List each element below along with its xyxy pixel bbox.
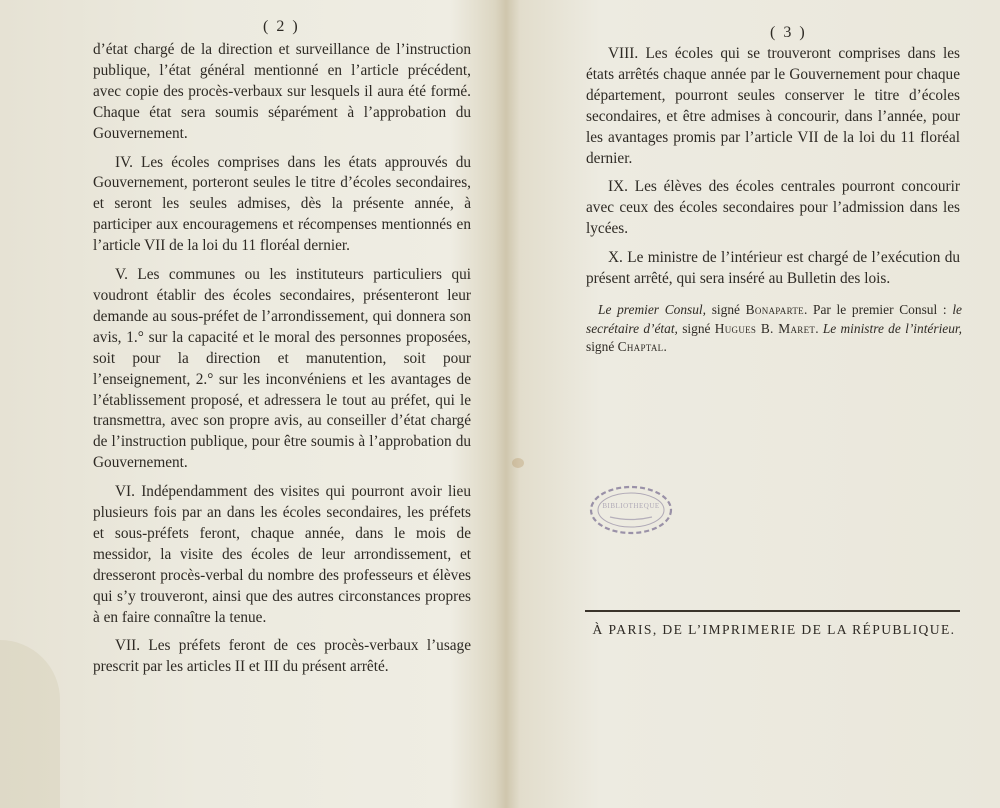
signature-end: . [663,339,667,355]
first-consul-title: Le premier Consul, [598,302,706,318]
signed-text-1: signé [706,302,746,318]
page-number-left: ( 2 ) [263,18,300,35]
signed-text-2: signé [677,320,715,336]
paragraph-article-vi: VI. Indépendamment des visites qui pourront avoir lieu plusieurs fois par an dans les écoles secondaires, les préfets et sous-préfets feront, chaque année, dans le mois de messidor, la visite des écoles de leur arrondissement, et dresseront procès-verbal du nombre des professeurs et élèves qui s’y trouveront, ainsi que des autres circonstances propres à en faire connaître la tenue. [93,483,471,626]
by-first-consul: . Par le premier Consul : [803,302,947,318]
paragraph-continuation: d’état chargé de la direction et surveillance de l’instruction publique, l’état général mentionné en l’article précédent, avec copie des procès-verbaux sur lesquels il aura été formé. Chaque état sera soumis séparément à l’approbation du Gouvernement. [93,41,471,142]
paragraph-article-viii: VIII. Les écoles qui se trouveront comprises dans les états arrêtés chaque année par le Gouvernement pour chaque département, pourront seules conserver le titre d’écoles secondaires, et être admises à concourir, dans l’année, pour les avantages promis par l’article VII de la loi du 11 floréal dernier. [586,45,960,167]
paragraph-article-v: V. Les communes ou les instituteurs particuliers qui voudront établir des écoles secondaires, présenteront leur demande au sous-préfet de l’arrondissement, qui donnera son avis, 1.° sur la capacité et le moral des personnes proposées, soit pour la direction et manutention, soit pour l’enseignement, 2.° sur les inconvéniens et les avantages de l’établissement proposé, et adressera le tout au préfet, qui le transmettra, avec son propre avis, au conseiller d’état chargé de l’instruction publique, pour être soumis à l’approbation du Gouvernement. [93,266,471,472]
secretary-name: Hugues B. Maret [714,320,816,336]
stamp-text: BIBLIOTHEQUE [602,502,660,510]
left-page-text [93,40,471,686]
library-stamp-icon [588,484,674,536]
signature-block [586,301,962,357]
minister-name: Chaptal [617,339,664,355]
paragraph-article-x: X. Le ministre de l’intérieur est chargé de l’exécution du présent arrêté, qui sera inséré au Bulletin des lois. [586,249,960,288]
printer-imprint: À PARIS, DE L’IMPRIMERIE DE LA RÉPUBLIQUE. [592,622,956,637]
first-consul-name: Bonaparte [745,302,804,318]
imprint-rule [585,610,960,612]
right-page-text [586,44,960,298]
signature-separator: . [815,320,823,336]
paragraph-article-ix: IX. Les élèves des écoles centrales pourront concourir avec ceux des écoles secondaires pour l’admission dans les lycées. [586,178,960,238]
minister-title: Le ministre de l’intérieur, [822,320,963,336]
paragraph-article-iv: IV. Les écoles comprises dans les états approuvés du Gouvernement, porteront seules le titre d’écoles secondaires, et seront les seules admises, dès la présente année, à participer aux encouragemens et récompenses mentionnés en l’article VII de la loi du 11 floréal dernier. [93,153,471,255]
signed-text-3: signé [586,339,618,355]
right-page [500,0,1000,808]
paragraph-article-vii: VII. Les préfets feront de ces procès-verbaux l’usage prescrit par les articles II et III du présent arrêté. [93,637,471,676]
secretary-title: le secrétaire d’état, [586,302,962,336]
page-number-right: ( 3 ) [770,24,807,41]
